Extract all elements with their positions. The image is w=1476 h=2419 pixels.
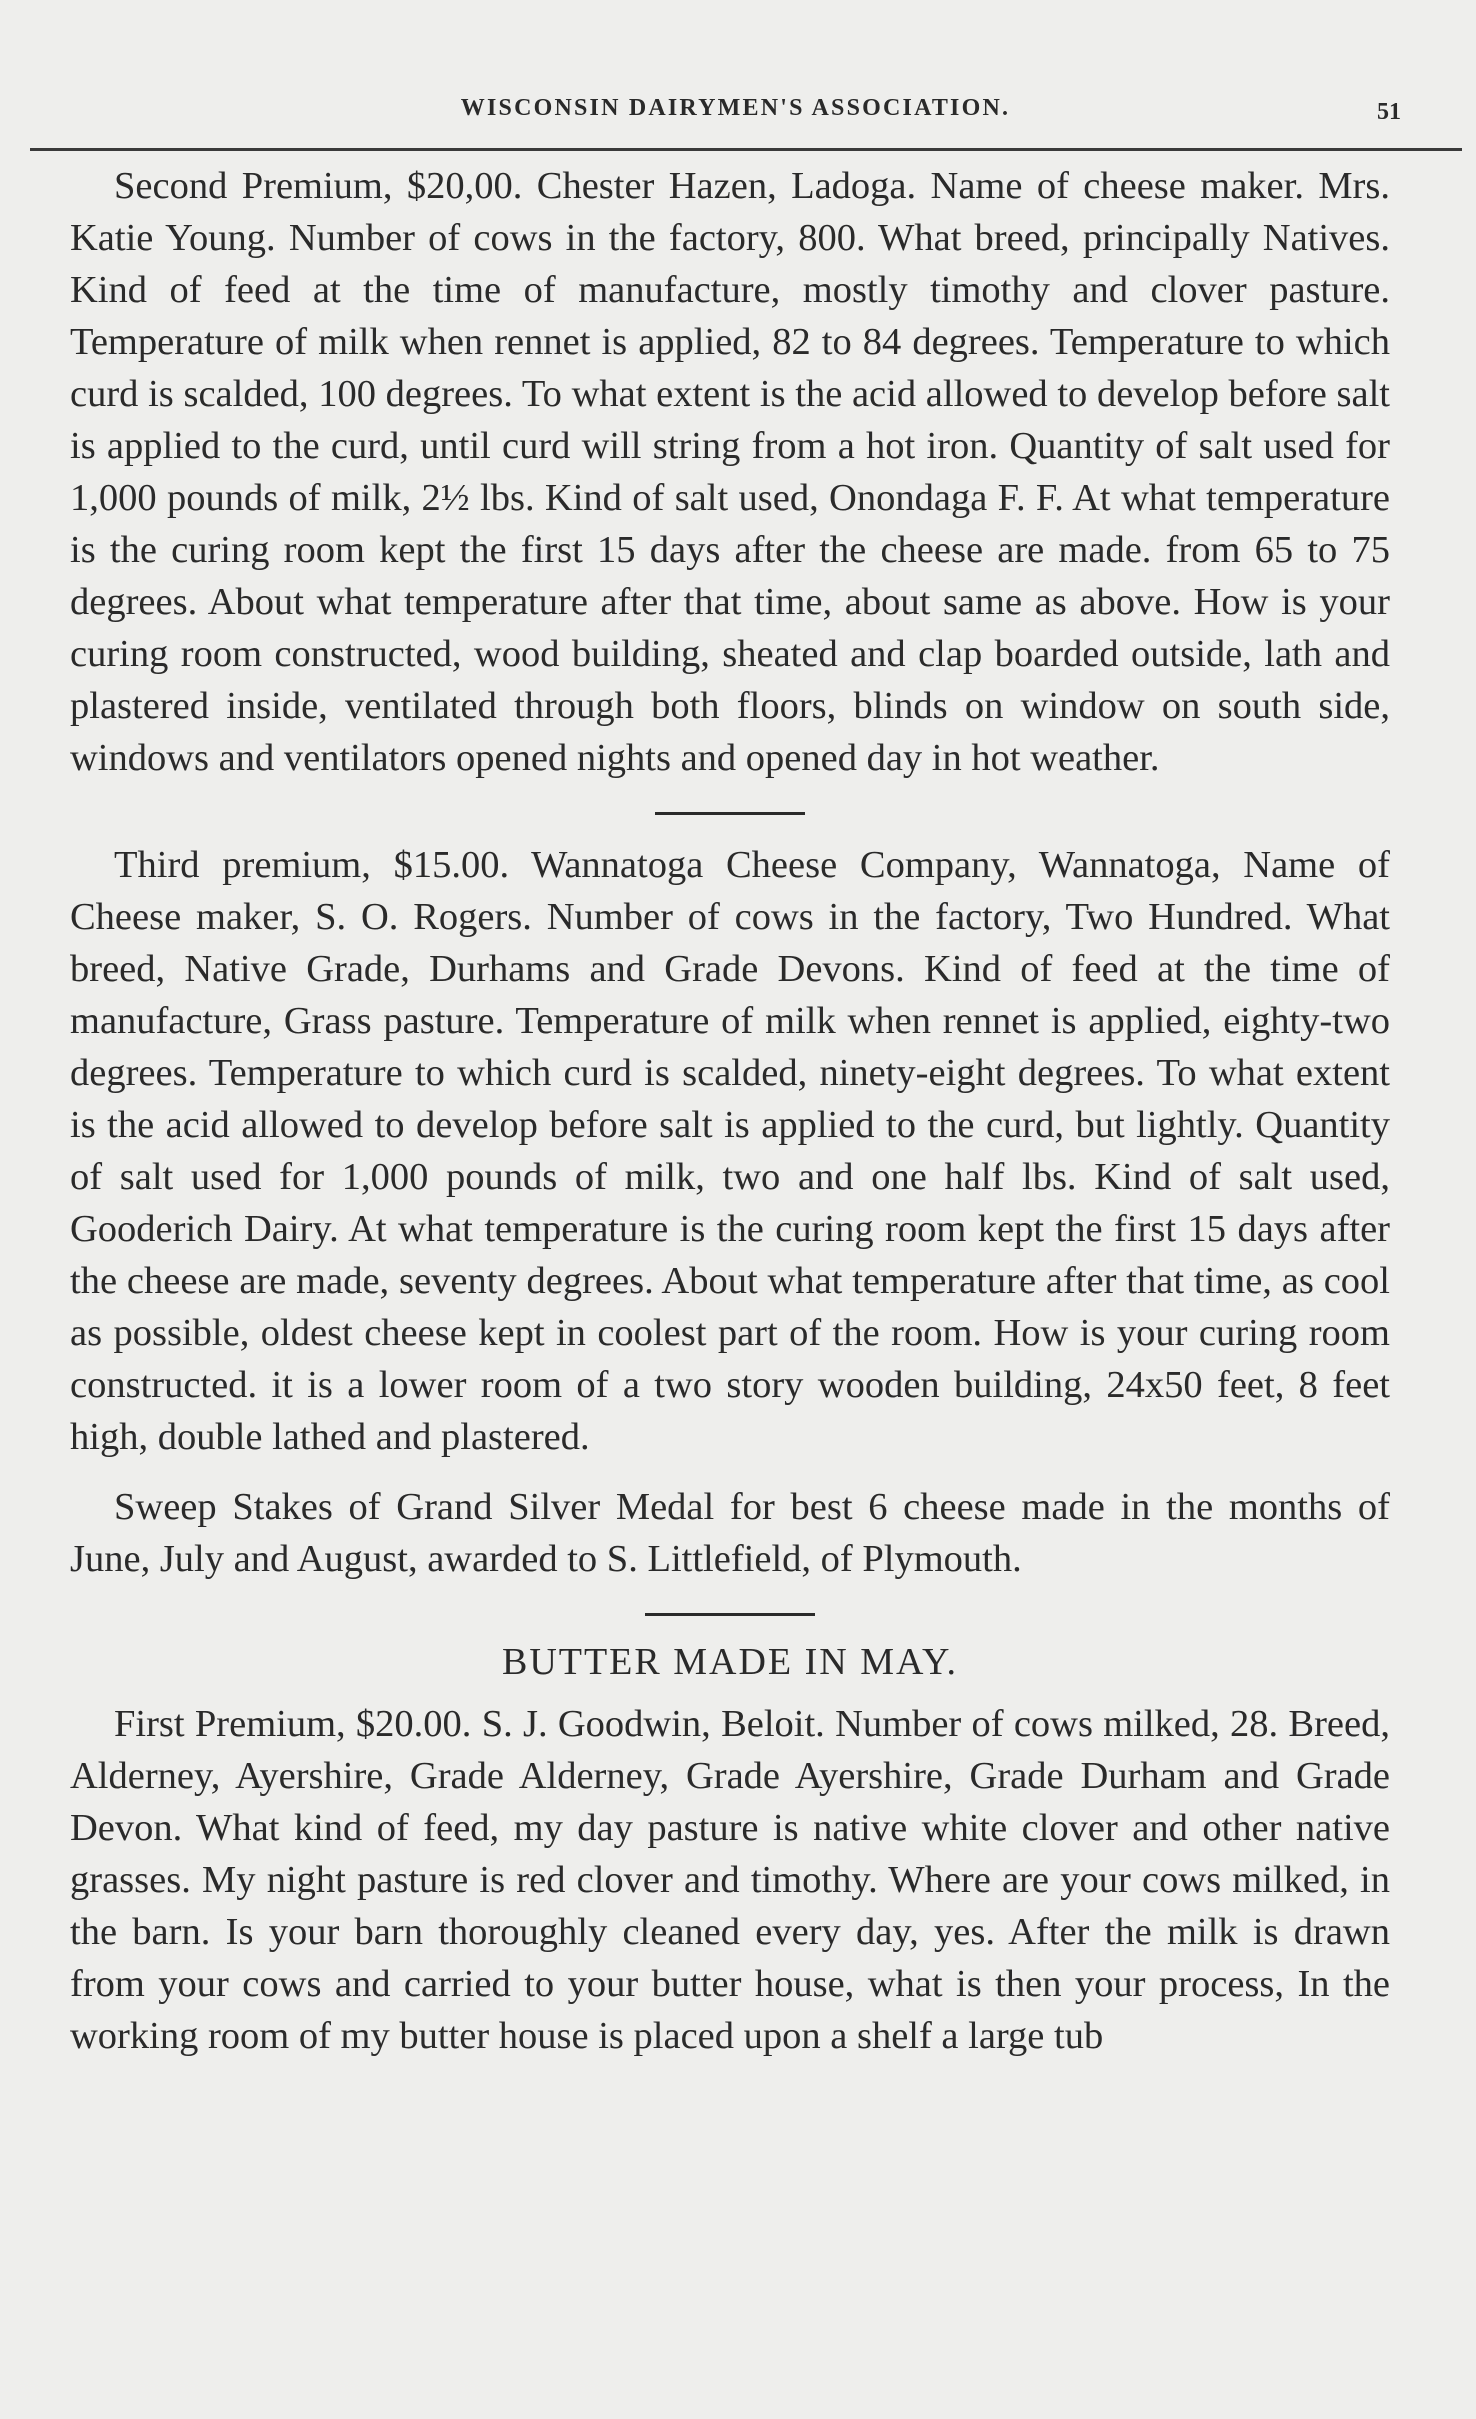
- paragraph-gap: [70, 1463, 1390, 1481]
- paragraph-second-premium: Second Premium, $20,00. Chester Hazen, Ladoga. Name of cheese maker. Mrs. Katie Young. Number of cows in the factory, 800. What breed, principally Natives. Kind of feed at the time of manufacture, mostly timothy and clover pasture. Temperature of milk when rennet is applied, 82 to 84 degrees. Temperature to which curd is scalded, 100 degrees. To what extent is the acid allowed to develop before salt is applied to the curd, until curd will string from a hot iron. Quantity of salt used for 1,000 pounds of milk, 2½ lbs. Kind of salt used, Onondaga F. F. At what temperature is the curing room kept the first 15 days after the cheese are made. from 65 to 75 degrees. About what temperature after that time, about same as above. How is your curing room constructed, wood building, sheated and clap boarded outside, lath and plastered inside, ventilated through both floors, blinds on window on south side, windows and ventilators opened nights and opened day in hot weather.: [70, 165, 1390, 779]
- section-divider: [645, 1613, 815, 1616]
- page-number: 51: [1377, 99, 1401, 125]
- header-rule: [30, 148, 1462, 151]
- section-heading: BUTTER MADE IN MAY.: [501, 1641, 959, 1683]
- paragraph-butter-first-premium: First Premium, $20.00. S. J. Goodwin, Beloit. Number of cows milked, 28. Breed, Alderney, Ayershire, Grade Alderney, Grade Ayershire, Grade Durham and Grade Devon. What kind of feed, my day pasture is native white clover and other native grasses. My night pasture is red clover and timothy. Where are your cows milked, in the barn. Is your barn thoroughly cleaned every day, yes. After the milk is drawn from your cows and carried to your butter house, what is then your process, In the working room of my butter house is placed upon a shelf a large tub: [70, 1703, 1390, 2057]
- running-title: WISCONSIN DAIRYMEN'S ASSOCIATION.: [460, 95, 1011, 121]
- page-body: [70, 160, 1390, 2062]
- section-divider: [655, 812, 805, 815]
- page-header: [70, 95, 1401, 135]
- paragraph-third-premium: Third premium, $15.00. Wannatoga Cheese Company, Wannatoga, Name of Cheese maker, S. O. Rogers. Number of cows in the factory, Two Hundred. What breed, Native Grade, Durhams and Grade Devons. Kind of feed at the time of manufacture, Grass pasture. Temperature of milk when rennet is applied, eighty-two degrees. Temperature to which curd is scalded, ninety-eight degrees. To what extent is the acid allowed to develop before salt is applied to the curd, but lightly. Quantity of salt used for 1,000 pounds of milk, two and one half lbs. Kind of salt used, Gooderich Dairy. At what temperature is the curing room kept the first 15 days after the cheese are made, seventy degrees. About what temperature after that time, as cool as possible, oldest cheese kept in coolest part of the room. How is your curing room constructed. it is a lower room of a two story wooden building, 24x50 feet, 8 feet high, double lathed and plastered.: [70, 844, 1390, 1458]
- paragraph-sweep-stakes: Sweep Stakes of Grand Silver Medal for best 6 cheese made in the months of June, July and August, awarded to S. Littlefield, of Plymouth.: [70, 1486, 1390, 1580]
